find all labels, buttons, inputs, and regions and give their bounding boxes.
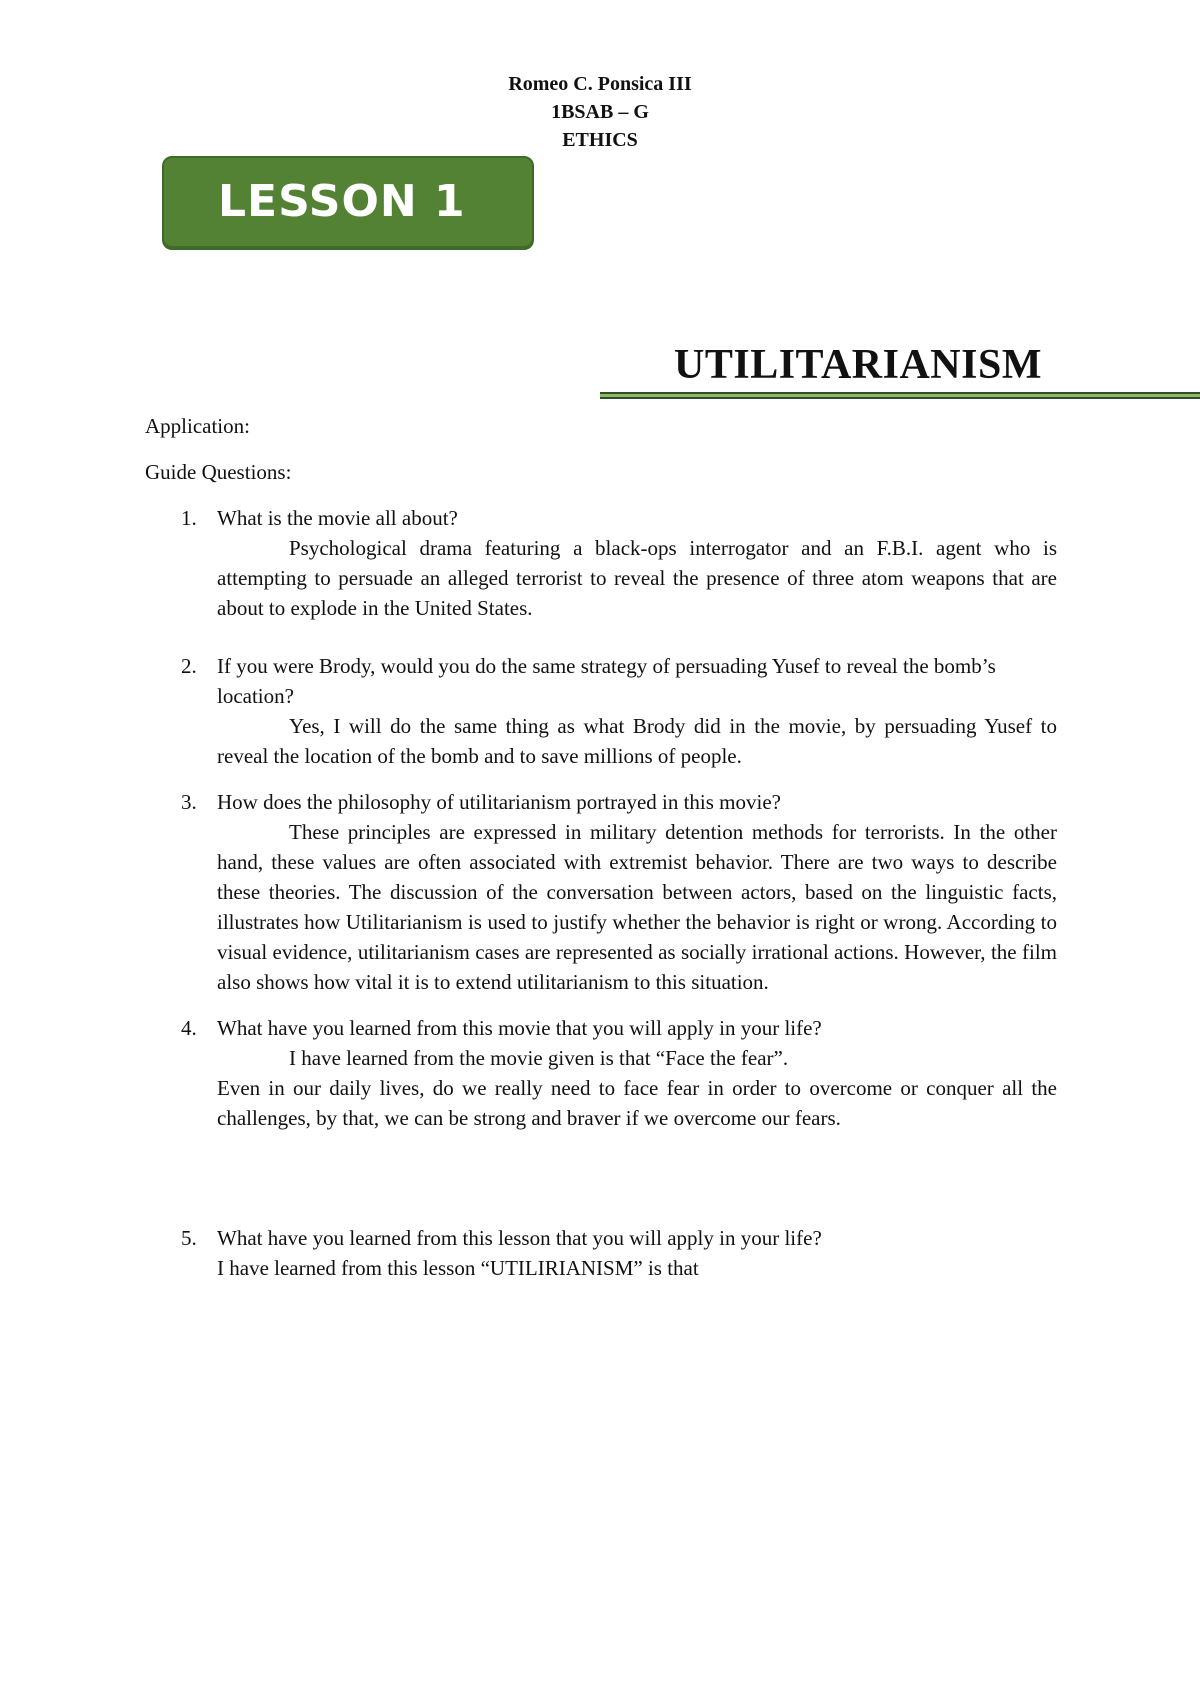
topic-heading <box>600 340 1200 400</box>
document-header <box>0 70 1200 154</box>
section-code: 1BSAB – G <box>551 101 649 123</box>
answer-text: Psychological drama featuring a black-ops interrogator and an F.B.I. agent who is attempting to persuade an alleged terrorist to reveal the presence of three atom weapons that are about to explode in the United States. <box>217 536 1057 620</box>
question-item-1 <box>145 503 1057 623</box>
question-number: 5. <box>181 1226 197 1250</box>
application-label: Application: <box>145 414 250 438</box>
topic-underline <box>600 392 1200 399</box>
question-text: What is the movie all about? <box>217 506 458 530</box>
question-item-3 <box>145 787 1057 997</box>
answer-text: I have learned from the movie given is that “Face the fear”. <box>289 1046 789 1070</box>
answer-text: These principles are expressed in military detention methods for terrorists. In the other hand, these values are often associated with extremist behavior. There are two ways to describe these theories. The discussion of the conversation between actors, based on the linguistic facts, illustrates how Utilitarianism is used to justify whether the behavior is right or wrong. According to visual evidence, utilitarianism cases are represented as socially irrational actions. However, the film also shows how vital it is to extend utilitarianism to this situation. <box>217 820 1057 994</box>
lesson-badge-label: LESSON 1 <box>218 176 466 227</box>
subject-name: ETHICS <box>562 129 638 151</box>
question-text: What have you learned from this movie that you will apply in your life? <box>217 1016 822 1040</box>
answer-continuation: Even in our daily lives, do we really need to face fear in order to overcome or conquer all the challenges, by that, we can be strong and braver if we overcome our fears. <box>217 1076 1057 1130</box>
document-body <box>145 411 1057 1283</box>
answer-text: I have learned from this lesson “UTILIRIANISM” is that <box>217 1256 699 1280</box>
question-item-2 <box>145 651 1057 771</box>
question-item-5 <box>145 1223 1057 1283</box>
question-number: 3. <box>181 790 197 814</box>
question-number: 4. <box>181 1016 197 1040</box>
question-number: 1. <box>181 506 197 530</box>
guide-questions-label: Guide Questions: <box>145 460 292 484</box>
topic-title: UTILITARIANISM <box>674 342 1042 388</box>
author-name: Romeo C. Ponsica III <box>508 73 692 95</box>
question-item-4 <box>145 1013 1057 1133</box>
question-text: What have you learned from this lesson that you will apply in your life? <box>217 1226 822 1250</box>
question-number: 2. <box>181 654 197 678</box>
answer-text: Yes, I will do the same thing as what Brody did in the movie, by persuading Yusef to reveal the location of the bomb and to save millions of people. <box>217 714 1057 768</box>
question-text: How does the philosophy of utilitarianism portrayed in this movie? <box>217 790 781 814</box>
question-text: If you were Brody, would you do the same strategy of persuading Yusef to reveal the bomb’s location? <box>217 654 996 708</box>
lesson-badge <box>162 156 534 248</box>
